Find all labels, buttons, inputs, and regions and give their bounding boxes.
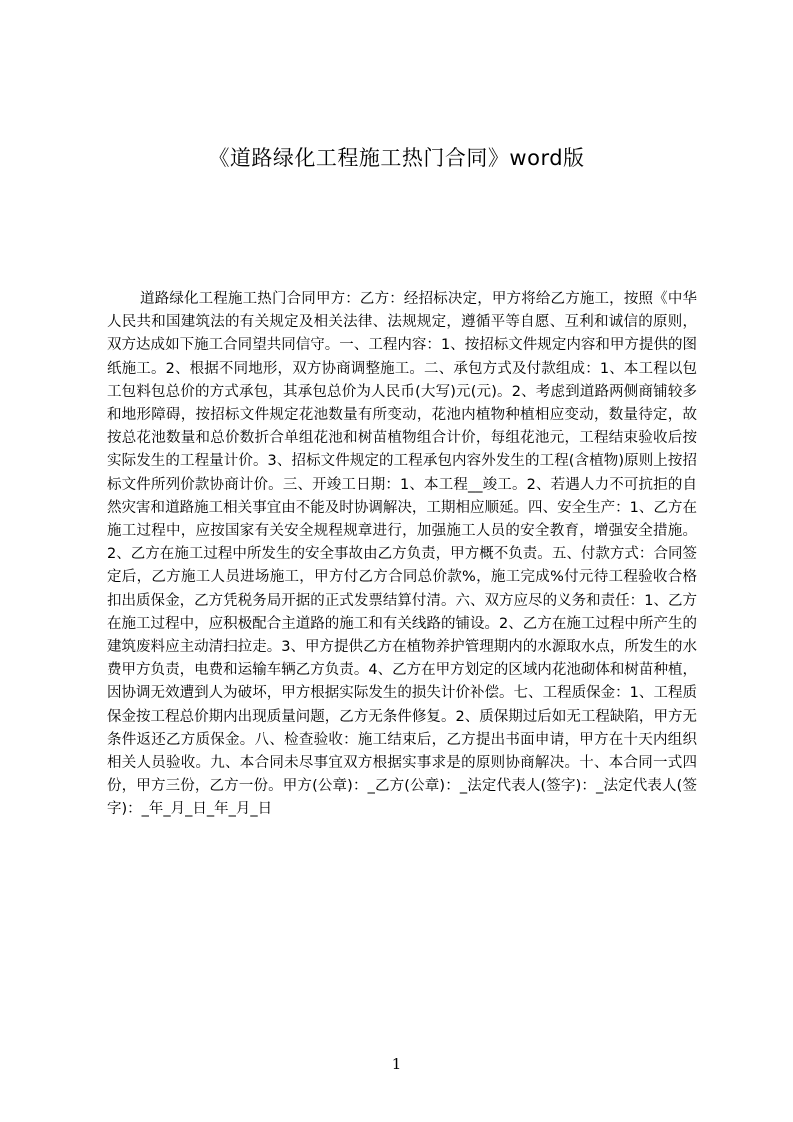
body-paragraph: 道路绿化工程施工热门合同甲方：乙方：经招标决定，甲方将给乙方施工，按照《中华人民共和国建筑法的有关规定及相关法律、法规规定，遵循平等自愿、互利和诚信的原则，双方达成如下施工合同望共同信守。一、工程内容：1、按招标文件规定内容和甲方提供的图纸施工。2、根据不同地形，双方协商调整施工。二、承包方式及付款组成：1、本工程以包工包料包总价的方式承包，其承包总价为人民币(大写)元(元)。2、考虑到道路两侧商铺较多和地形障碍，按招标文件规定花池数量有所变动，花池内植物种植相应变动，数量待定，故按总花池数量和总价数折合单组花池和树苗植物组合计价，每组花池元，工程结束验收后按实际发生的工程量计价。3、招标文件规定的工程承包内容外发生的工程(含植物)原则上按招标文件所列价款协商计价。三、开竣工日期：1、本工程__竣工。2、若遇人力不可抗拒的自然灾害和道路施工相关事宜由不能及时协调解决，工期相应顺延。四、安全生产：1、乙方在施工过程中，应按国家有关安全规程规章进行，加强施工人员的安全教育，增强安全措施。2、乙方在施工过程中所发生的安全事故由乙方负责，甲方概不负责。五、付款方式：合同签定后，乙方施工人员进场施工，甲方付乙方合同总价款%，施工完成%付元待工程验收合格扣出质保金，乙方凭税务局开据的正式发票结算付清。六、双方应尽的义务和责任：1、乙方在施工过程中，应积极配合主道路的施工和有关线路的铺设。2、乙方在施工过程中所产生的建筑废料应主动清扫拉走。3、甲方提供乙方在植物养护管理期内的水源取水点，所发生的水费甲方负责，电费和运输车辆乙方负责。4、乙方在甲方划定的区域内花池砌体和树苗种植，因协调无效遭到人为破坏，甲方根据实际发生的损失计价补偿。七、工程质保金：1、工程质保金按工程总价期内出现质量问题，乙方无条件修复。2、质保期过后如无工程缺陷，甲方无条件返还乙方质保金。八、检查验收：施工结束后，乙方提出书面申请，甲方在十天内组织相关人员验收。九、本合同未尽事宜双方根据实事求是的原则协商解决。十、本合同一式四份，甲方三份，乙方一份。甲方(公章)：_乙方(公章)：_法定代表人(签字)：_法定代表人(签字)：_年_月_日_年_月_日 (107, 291, 697, 818)
page-number: 1 (391, 1055, 402, 1073)
page-title: 《道路绿化工程施工热门合同》word版 (208, 146, 585, 170)
